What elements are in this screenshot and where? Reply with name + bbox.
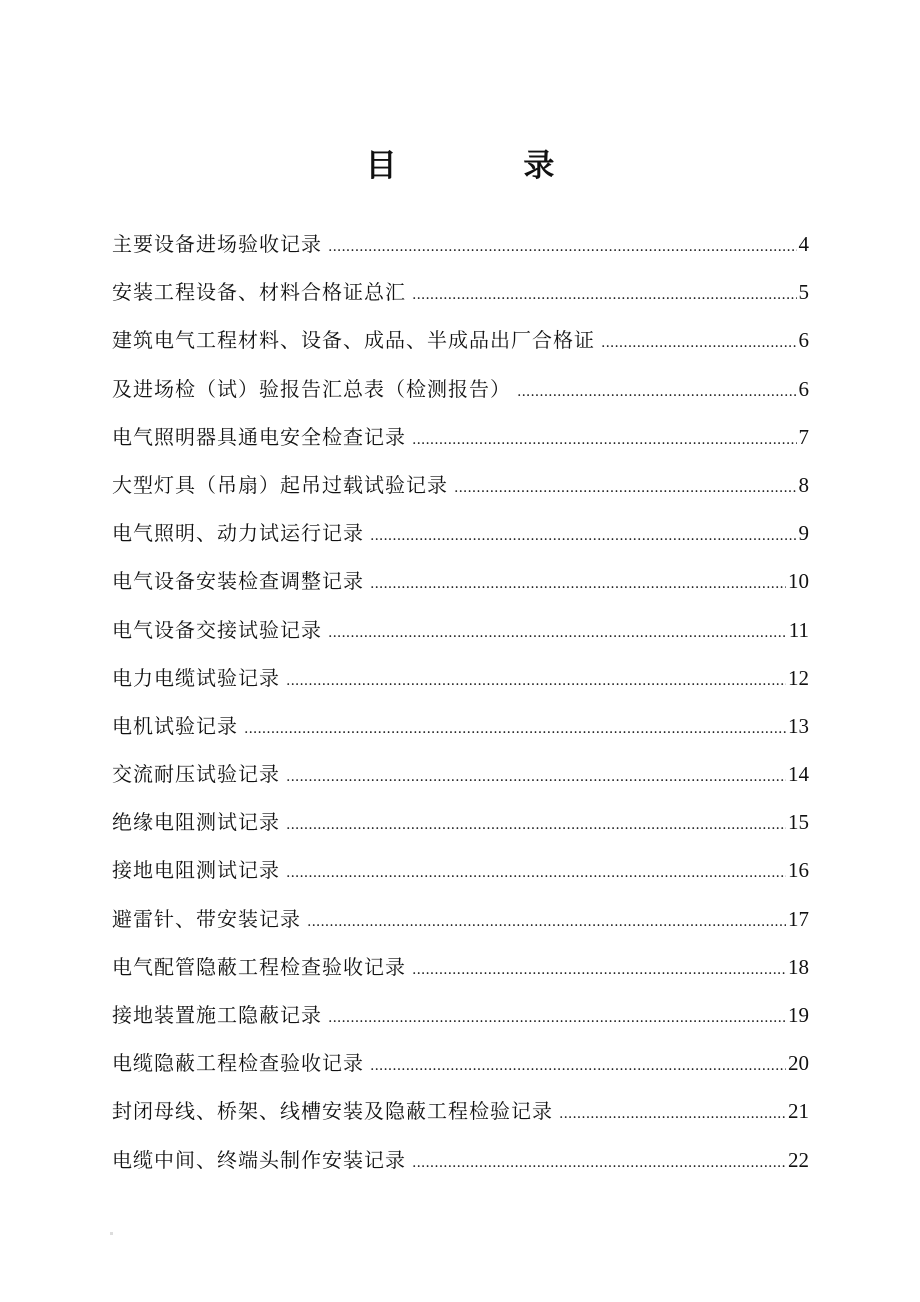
dot-leader	[412, 1143, 786, 1183]
toc-entry[interactable]	[112, 369, 809, 417]
toc-entry[interactable]	[112, 610, 809, 658]
dot-leader	[328, 613, 787, 653]
dot-leader	[370, 564, 786, 604]
dot-leader	[412, 950, 786, 990]
toc-page-number: 5	[798, 280, 809, 305]
toc-entry[interactable]	[112, 272, 809, 320]
toc-entry[interactable]	[112, 1091, 809, 1139]
dot-leader	[601, 323, 797, 363]
toc-entry[interactable]	[112, 513, 809, 561]
toc-entry-title: 电气设备安装检查调整记录	[112, 569, 364, 594]
toc-page-number: 19	[788, 1003, 809, 1027]
dot-leader	[559, 1094, 786, 1134]
toc-entry-title: 避雷针、带安装记录	[112, 906, 301, 931]
toc-page-number: 16	[788, 858, 809, 883]
toc-entry-title: 电气配管隐蔽工程检查验收记录	[112, 954, 406, 979]
toc-entry-title: 交流耐压试验记录	[112, 762, 280, 787]
toc-entry-title: 封闭母线、桥架、线槽安装及隐蔽工程检验记录	[112, 1099, 553, 1124]
toc-entry-title: 电气照明、动力试运行记录	[112, 521, 364, 546]
dot-leader	[517, 372, 797, 412]
toc-page-number: 4	[798, 232, 809, 256]
dot-leader	[286, 757, 786, 797]
toc-entry[interactable]	[112, 1140, 809, 1188]
toc-entry-title: 电气设备交接试验记录	[112, 617, 322, 642]
toc-entry-title: 建筑电气工程材料、设备、成品、半成品出厂合格证	[112, 328, 595, 353]
toc-entry-title: 及进场检（试）验报告汇总表（检测报告）	[112, 376, 511, 401]
toc-entry[interactable]	[112, 320, 809, 368]
toc-page-number: 21	[788, 1099, 809, 1124]
dot-leader	[370, 1046, 786, 1086]
toc-entry[interactable]	[112, 995, 809, 1043]
toc-entry[interactable]	[112, 850, 809, 898]
toc-page-number: 8	[798, 472, 809, 497]
toc-page-number: 17	[788, 906, 809, 931]
toc-title: 目 录	[365, 148, 613, 184]
toc-entry-title: 电机试验记录	[112, 713, 238, 738]
toc-entry[interactable]	[112, 754, 809, 802]
toc-page-number: 12	[788, 665, 809, 690]
toc-entry[interactable]	[112, 1043, 809, 1091]
toc-page-number: 13	[788, 713, 809, 738]
dot-leader	[454, 468, 797, 508]
dot-leader	[370, 516, 797, 556]
dot-leader	[412, 275, 797, 315]
dot-leader	[286, 805, 786, 845]
dot-leader	[307, 902, 786, 942]
toc-entry[interactable]	[112, 417, 809, 465]
toc-entry-title: 大型灯具（吊扇）起吊过载试验记录	[112, 472, 448, 497]
toc-page-number: 14	[788, 762, 809, 787]
dot-leader	[286, 661, 786, 701]
toc-entry-title: 接地装置施工隐蔽记录	[112, 1003, 322, 1027]
toc-page-number: 11	[788, 617, 809, 642]
toc-entry[interactable]	[112, 465, 809, 513]
toc-page-number: 10	[788, 569, 809, 594]
toc-page-number: 18	[788, 954, 809, 979]
toc-page-number: 7	[798, 424, 809, 449]
toc-entry-title: 电气照明器具通电安全检查记录	[112, 424, 406, 449]
dot-leader	[286, 853, 786, 893]
toc-page-number: 9	[798, 521, 809, 546]
dot-leader	[412, 420, 797, 460]
toc-page-number: 6	[798, 376, 809, 401]
dot-leader	[328, 227, 797, 267]
toc-entry[interactable]	[112, 224, 809, 272]
toc-page-number: 20	[788, 1051, 809, 1076]
toc-page-number: 6	[798, 328, 809, 353]
toc-entry-title: 电缆隐蔽工程检查验收记录	[112, 1051, 364, 1076]
toc-page-number: 22	[788, 1147, 809, 1172]
toc-entry-title: 接地电阻测试记录	[112, 858, 280, 883]
toc-entry-title: 绝缘电阻测试记录	[112, 810, 280, 835]
dot-leader	[244, 709, 786, 749]
toc-entry-title: 电缆中间、终端头制作安装记录	[112, 1147, 406, 1172]
toc-entry-title: 电力电缆试验记录	[112, 665, 280, 690]
page-corner-mark	[110, 1232, 113, 1235]
toc-page-number: 15	[788, 810, 809, 835]
toc-entry[interactable]	[112, 802, 809, 850]
toc-entry[interactable]	[112, 658, 809, 706]
toc-entry[interactable]	[112, 899, 809, 947]
dot-leader	[328, 998, 786, 1038]
toc-entry[interactable]	[112, 706, 809, 754]
toc-entry-title: 主要设备进场验收记录	[112, 232, 322, 256]
toc-entry-title: 安装工程设备、材料合格证总汇	[112, 280, 406, 305]
toc-entry[interactable]	[112, 947, 809, 995]
toc-entry[interactable]	[112, 561, 809, 609]
toc-list	[112, 224, 809, 1188]
